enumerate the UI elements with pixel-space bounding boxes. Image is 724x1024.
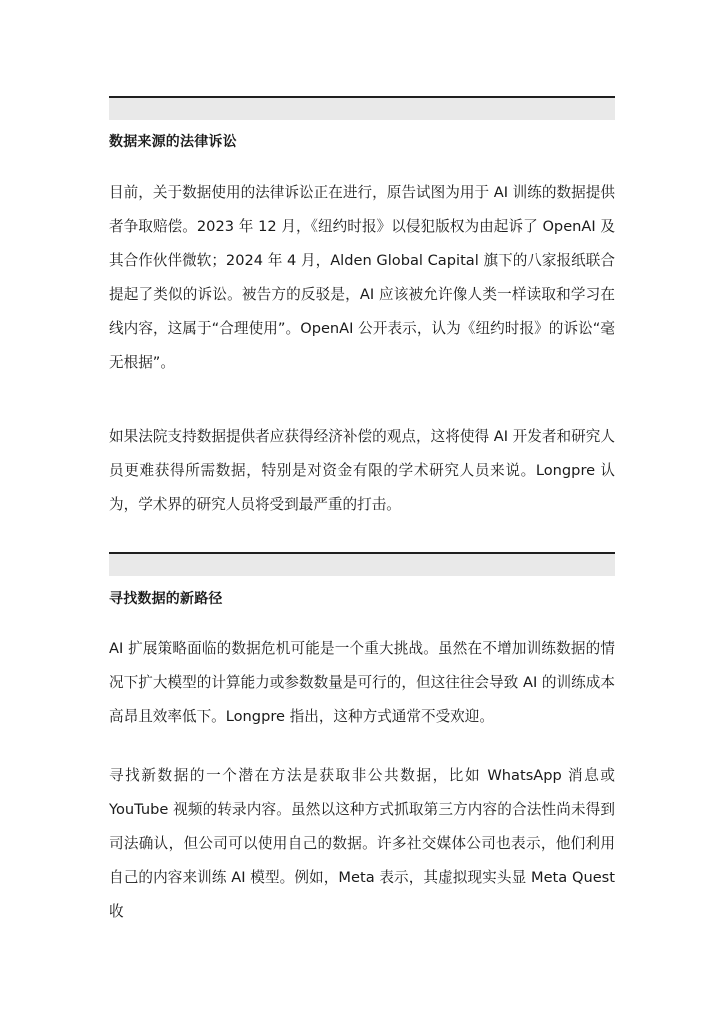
paragraph-non-public-data: 寻找新数据的一个潜在方法是获取非公共数据，比如 WhatsApp 消息或 YouTube 视频的转录内容。虽然以这种方式抓取第三方内容的合法性尚未得到司法确认，但公司可以使用自己的数据。许多社交媒体公司也表示，他们利用自己的内容来训练 AI 模型。例如，Meta 表示，其虚拟现实头显 Meta Quest 收 <box>109 767 615 920</box>
section-divider-bar <box>109 96 615 120</box>
section-divider-bar <box>109 552 615 576</box>
paragraph-data-crisis: AI 扩展策略面临的数据危机可能是一个重大挑战。虽然在不增加训练数据的情况下扩大模型的计算能力或参数数量是可行的，但这往往会导致 AI 的训练成本高昂且效率低下。Longpre 指出，这种方式通常不受欢迎。 <box>109 640 615 725</box>
section-heading-new-data-paths: 寻找数据的新路径 <box>109 591 223 607</box>
section-heading-legal-lawsuits: 数据来源的法律诉讼 <box>109 134 237 150</box>
paragraph-lawsuits-impact: 如果法院支持数据提供者应获得经济补偿的观点，这将使得 AI 开发者和研究人员更难获得所需数据，特别是对资金有限的学术研究人员来说。Longpre 认为，学术界的研究人员将受到最严重的打击。 <box>109 428 615 513</box>
paragraph-lawsuits-intro: 目前，关于数据使用的法律诉讼正在进行，原告试图为用于 AI 训练的数据提供者争取赔偿。2023 年 12 月，《纽约时报》以侵犯版权为由起诉了 OpenAI 及其合作伙伴微软；2024 年 4 月，Alden Global Capital 旗下的八家报纸联合提起了类似的诉讼。被告方的反驳是，AI 应该被允许像人类一样读取和学习在线内容，这属于“合理使用”。OpenAI 公开表示，认为《纽约时报》的诉讼“毫无根据”。 <box>109 184 615 371</box>
